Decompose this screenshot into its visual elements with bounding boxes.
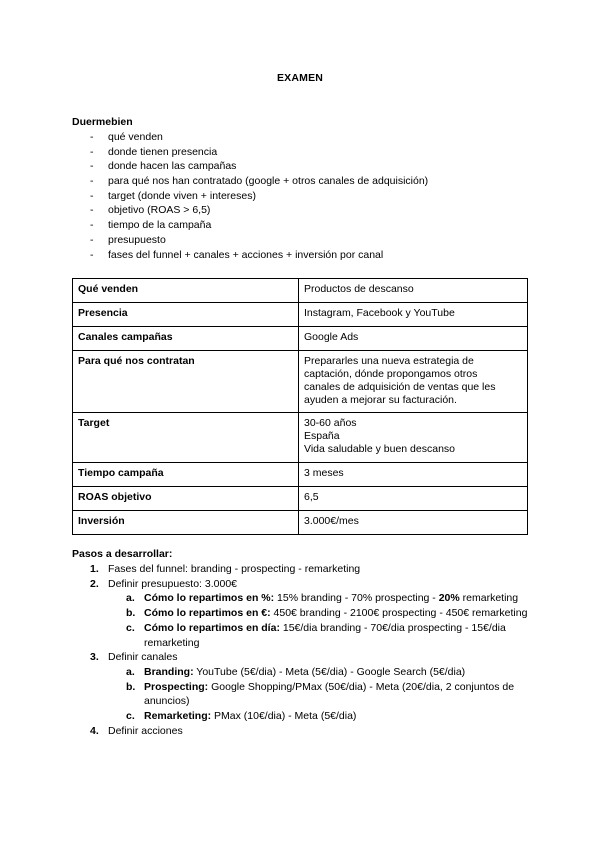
step-2c: c. Cómo lo repartimos en día: 15€/dia branding - 70€/dia prospecting - 15€/dia remarketing [126,621,506,649]
steps-list [72,562,542,738]
table-row [73,487,528,511]
row-value: 30-60 años España Vida saludable y buen descanso [299,413,528,463]
list-item: - para qué nos han contratado (google + otros canales de adquisición) [90,175,429,188]
list-item: - donde tienen presencia [90,145,218,158]
step-4: 4. Definir acciones [90,724,183,737]
row-label: Inversión [73,511,299,535]
table-row [73,413,528,463]
summary-table [72,278,528,535]
row-value: Prepararles una nueva estrategia de captación, dónde propongamos otros canales de adquisición de ventas que les ayuden a mejorar su facturación. [299,351,528,413]
row-label: Para qué nos contratan [73,351,299,413]
row-label: Target [73,413,299,463]
row-value: 3.000€/mes [299,511,528,535]
step-2b: b. Cómo lo repartimos en €: 450€ branding - 2100€ prospecting - 450€ remarketing [126,607,528,620]
list-item: - tiempo de la campaña [90,219,212,232]
list-item: - presupuesto [90,233,166,246]
list-item: - qué venden [90,131,163,143]
table-row [73,303,528,327]
list-item: - target (donde viven + intereses) [90,189,256,202]
checklist [72,130,532,262]
row-value: 3 meses [299,463,528,487]
table-row [73,351,528,413]
step-3b: b. Prospecting: Google Shopping/PMax (50€/dia) - Meta (20€/dia, 2 conjuntos de anuncios) [126,680,515,708]
table-row [73,327,528,351]
section-heading-duermebien: Duermebien [72,116,133,128]
list-item: - fases del funnel + canales + acciones + inversión por canal [90,248,384,261]
row-label: Presencia [73,303,299,327]
table-row [73,463,528,487]
row-value: Instagram, Facebook y YouTube [299,303,528,327]
table-row [73,279,528,303]
row-label: Tiempo campaña [73,463,299,487]
list-item: - donde hacen las campañas [90,160,237,173]
row-label: Qué venden [73,279,299,303]
table-row [73,511,528,535]
steps-heading: Pasos a desarrollar: [72,548,173,560]
row-label: ROAS objetivo [73,487,299,511]
row-value: 6,5 [299,487,528,511]
step-3c: c. Remarketing: PMax (10€/dia) - Meta (5€/dia) [126,710,357,723]
document-title: EXAMEN [276,72,324,84]
step-3a: a. Branding: YouTube (5€/dia) - Meta (5€/dia) - Google Search (5€/dia) [126,665,466,678]
row-value: Productos de descanso [299,279,528,303]
step-3: 3. Definir canales [90,651,178,664]
step-2: 2. Definir presupuesto: 3.000€ [90,577,237,590]
row-label: Canales campañas [73,327,299,351]
step-1: 1. Fases del funnel: branding - prospecting - remarketing [90,563,361,575]
list-item: - objetivo (ROAS > 6,5) [90,204,211,217]
row-value: Google Ads [299,327,528,351]
step-2a: a. Cómo lo repartimos en %: 15% branding - 70% prospecting - 20% remarketing [126,592,519,605]
